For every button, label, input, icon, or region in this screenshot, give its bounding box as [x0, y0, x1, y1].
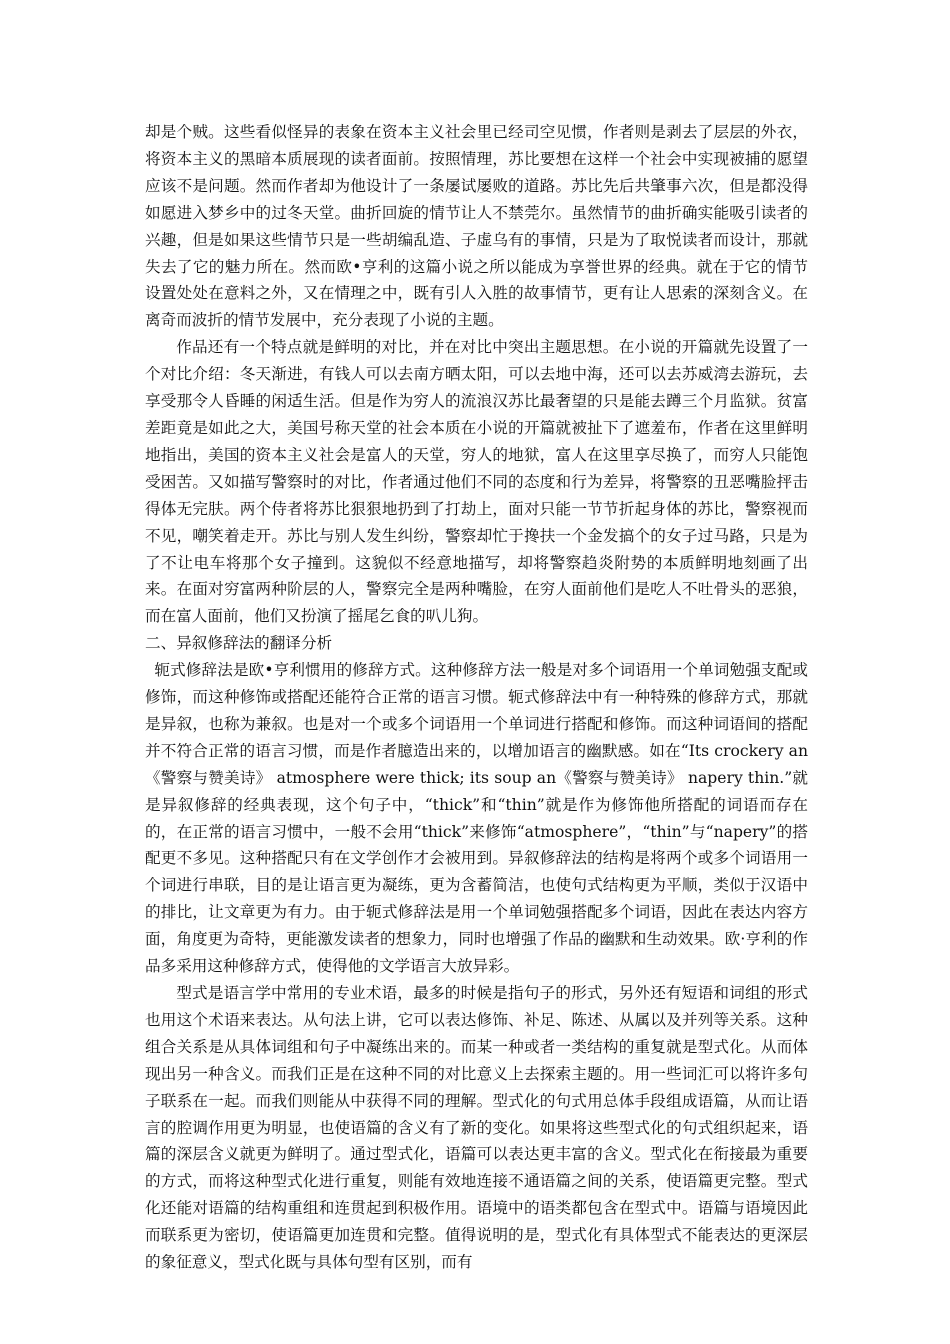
section-heading: 二、异叙修辞法的翻译分析 [145, 634, 333, 653]
paragraph-continuation: 却是个贼。这些看似怪异的表象在资本主义社会里已经司空见惯，作者则是剥去了层层的外衣，将资本主义的黑暗本质展现的读者面前。按照情理，苏比要想在这样一个社会中实现被捕的愿望应该不是问题。然而作者却为他设计了一条屡试屡败的道路。苏比先后共肇事六次，但是都没得如愿进入梦乡中的过冬天堂。曲折回旋的情节让人不禁莞尔。虽然情节的曲折确实能吸引读者的兴趣，但是如果这些情节只是一些胡编乱造、子虚乌有的事情，只是为了取悦读者而设计，那就失去了它的魅力所在。然而欧•亨利的这篇小说之所以能成为享誉世界的经典。就在于它的情节设置处处在意料之外，又在情理之中，既有引人入胜的故事情节，更有让人思索的深刻含义。在离奇而波折的情节发展中，充分表现了小说的主题。 [145, 123, 808, 330]
paragraph-zeugma: 轭式修辞法是欧•亨利惯用的修辞方式。这种修辞方法一般是对多个词语用一个单词勉强支配或修饰，而这种修饰或搭配还能符合正常的语言习惯。轭式修辞法中有一种特殊的修辞方式，那就是异叙，也称为兼叙。也是对一个或多个词语用一个单词进行搭配和修饰。而这种词语间的搭配并不符合正常的语言习惯，而是作者臆造出来的，以增加语言的幽默感。如在“Its crockery an《警察与赞美诗》 atmosphere were thick; its soup an《警察与赞美诗》 napery thin.”就是异叙修辞的经典表现，这个句子中，“thick”和“thin”就是作为修饰他所搭配的词语而存在的，在正常的语言习惯中，一般不会用“thick”来修饰“atmosphere”，“thin”与“napery”的搭配更不多见。这种搭配只有在文学创作才会被用到。异叙修辞法的结构是将两个或多个词语用一个词进行串联，目的是让语言更为凝练，更为含蓄简洁，也使句式结构更为平顺，类似于汉语中的排比，让文章更为有力。由于轭式修辞法是用一个单词勉强搭配多个词语，因此在表达内容方面，角度更为奇特，更能激发读者的想象力，同时也增强了作品的幽默和生动效果。欧·亨利的作品多采用这种修辞方式，使得他的文学语言大放异彩。 [145, 661, 808, 976]
paragraph-pattern: 型式是语言学中常用的专业术语，最多的时候是指句子的形式，另外还有短语和词组的形式也用这个术语来表达。从句法上讲，它可以表达修饰、补足、陈述、从属以及并列等关系。这种组合关系是从具体词组和句子中凝练出来的。而某一种或者一类结构的重复就是型式化。从而体现出另一种含义。而我们正是在这种不同的对比意义上去探索主题的。用一些词汇可以将许多句子联系在一起。而我们则能从中获得不同的理解。型式化的句式用总体手段组成语篇，从而让语言的腔调作用更为明显，也使语篇的含义有了新的变化。如果将这些型式化的句式组织起来，语篇的深层含义就更为鲜明了。通过型式化，语篇可以表达更丰富的含义。型式化在衔接最为重要的方式，而将这种型式化进行重复，则能有效地连接不通语篇之间的关系，使语篇更完整。型式化还能对语篇的结构重组和连贯起到积极作用。语境中的语类都包含在型式中。语篇与语境因此而联系更为密切，使语篇更加连贯和完整。值得说明的是，型式化有具体型式不能表达的更深层的象征意义，型式化既与具体句型有区别，而有 [145, 984, 808, 1272]
document-body [145, 119, 808, 1276]
paragraph-contrast: 作品还有一个特点就是鲜明的对比，并在对比中突出主题思想。在小说的开篇就先设置了一个对比介绍：冬天渐进，有钱人可以去南方晒太阳，可以去地中海，还可以去苏威湾去游玩，去享受那令人昏睡的闲适生活。但是作为穷人的流浪汉苏比最奢望的只是能去蹲三个月监狱。贫富差距竟是如此之大，美国号称天堂的社会本质在小说的开篇就被扯下了遮羞布，作者在这里鲜明地指出，美国的资本主义社会是富人的天堂，穷人的地狱，富人在这里享尽换了，而穷人只能饱受困苦。又如描写警察时的对比，作者通过他们不同的态度和行为差异，将警察的丑恶嘴脸抨击得体无完肤。两个侍者将苏比狠狠地扔到了打劫上，面对只能一节节折起身体的苏比，警察视而不见，嘲笑着走开。苏比与别人发生纠纷，警察却忙于搀扶一个金发搞个的女子过马路，只是为了不让电车将那个女子撞到。这貌似不经意地描写，却将警察趋炎附势的本质鲜明地刻画了出来。在面对穷富两种阶层的人，警察完全是两种嘴脸，在穷人面前他们是吃人不吐骨头的恶狼，而在富人面前，他们又扮演了摇尾乞食的叭儿狗。 [145, 338, 808, 626]
